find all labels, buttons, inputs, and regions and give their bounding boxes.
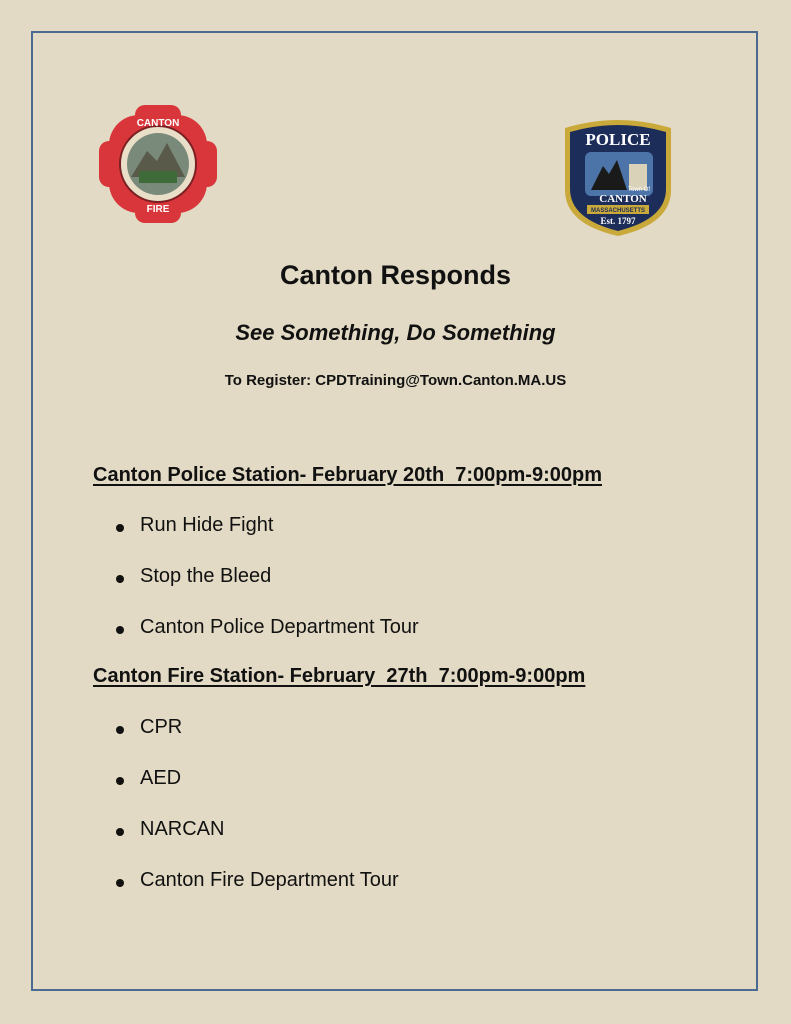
bullet-icon bbox=[116, 726, 124, 734]
fire-station-list bbox=[116, 716, 399, 920]
police-station-list bbox=[116, 514, 419, 667]
list-item bbox=[116, 818, 399, 869]
bullet-icon bbox=[116, 575, 124, 583]
bullet-icon bbox=[116, 626, 124, 634]
page-subtitle: See Something, Do Something bbox=[235, 320, 556, 345]
canton-fire-logo-icon bbox=[97, 103, 219, 225]
police-logo-line-2: CANTON bbox=[599, 193, 647, 205]
fire-station-heading: Canton Fire Station- February 27th 7:00pm-9:00pm bbox=[93, 665, 586, 687]
list-item bbox=[116, 514, 419, 565]
list-item-label: Stop the Bleed bbox=[140, 565, 272, 587]
fire-logo-text-bottom: FIRE bbox=[146, 204, 170, 215]
bullet-icon bbox=[116, 828, 124, 836]
bullet-icon bbox=[116, 524, 124, 532]
list-item-label: Canton Fire Department Tour bbox=[140, 869, 399, 891]
list-item-label: NARCAN bbox=[140, 818, 225, 840]
bullet-icon bbox=[116, 879, 124, 887]
police-logo-line-4: Est. 1797 bbox=[600, 216, 636, 226]
list-item bbox=[116, 616, 419, 667]
list-item bbox=[116, 565, 419, 616]
list-item bbox=[116, 767, 399, 818]
list-item-label: Canton Police Department Tour bbox=[140, 616, 419, 638]
police-station-heading: Canton Police Station- February 20th 7:00pm-9:00pm bbox=[93, 464, 602, 486]
police-logo-text-top: POLICE bbox=[585, 130, 651, 149]
bullet-icon bbox=[116, 777, 124, 785]
registration-info: To Register: CPDTraining@Town.Canton.MA.US bbox=[224, 372, 567, 389]
list-item bbox=[116, 716, 399, 767]
list-item bbox=[116, 869, 399, 920]
list-item-label: CPR bbox=[140, 716, 183, 738]
fire-logo-text-top: CANTON bbox=[136, 118, 180, 129]
list-item-label: Run Hide Fight bbox=[140, 514, 274, 536]
list-item-label: AED bbox=[140, 767, 182, 789]
page-title: Canton Responds bbox=[279, 260, 511, 290]
canton-police-logo-icon bbox=[557, 114, 679, 238]
police-logo-line-1: Town Of bbox=[627, 187, 651, 193]
police-logo-line-3: MASSACHUSETTS bbox=[590, 208, 646, 214]
